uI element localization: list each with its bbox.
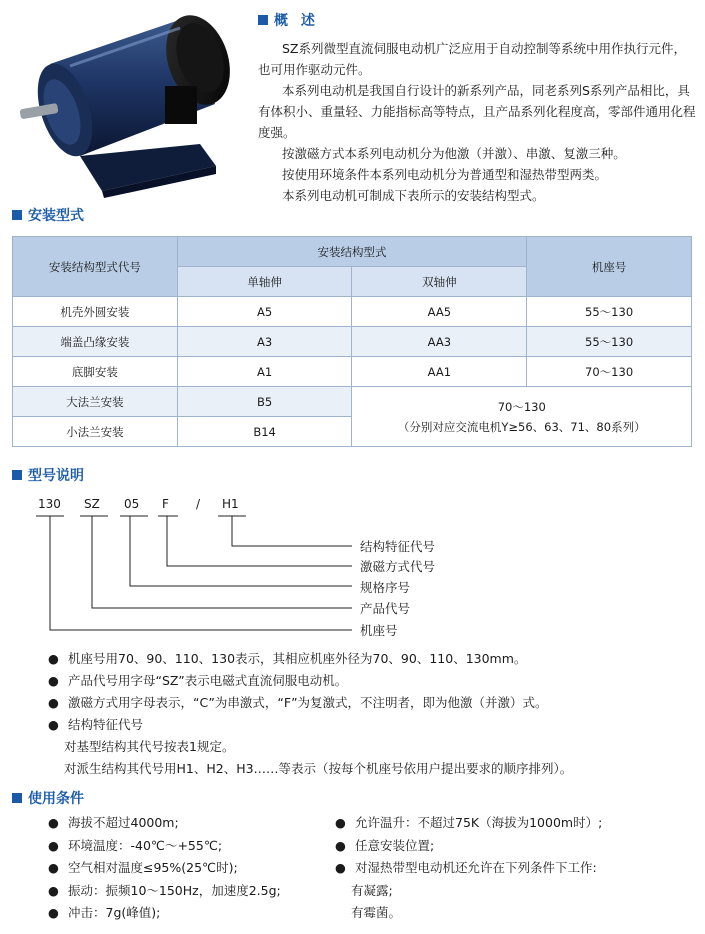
sub-line: 有霉菌。 — [351, 905, 402, 920]
sub-line: 有凝露; — [351, 882, 393, 898]
col-single-header: 单轴伸 — [177, 267, 352, 297]
cell-frame: 70～130 — [527, 357, 692, 387]
cell-single: A1 — [177, 357, 352, 387]
model-heading: 型号说明 — [12, 465, 84, 485]
code-slash: / — [196, 497, 201, 511]
cell-single: B5 — [177, 387, 352, 417]
list-item: ● 产品代号用字母“SZ”表示电磁式直流伺服电动机。 — [48, 670, 572, 692]
cell-name: 底脚安装 — [13, 357, 178, 387]
list-item: ● 冲击：7g(峰值); — [48, 902, 281, 925]
col-double-header: 双轴伸 — [352, 267, 527, 297]
list-item: ● 结构特征代号 — [48, 714, 572, 736]
merged-frame-note: （分别对应交流电机Y≥56、63、71、80系列） — [397, 419, 646, 434]
merged-frame-range: 70～130 — [497, 399, 546, 414]
overview-paragraph: 按使用环境条件本系列电动机分为普通型和湿热带型两类。 — [282, 167, 608, 182]
bullet-icon: ● — [48, 695, 59, 710]
label-spec: 规格序号 — [360, 580, 411, 595]
bullet-icon: ● — [48, 651, 59, 666]
list-item: ● 机座号用70、90、110、130表示，其相应机座外径为70、90、110、130mm。 — [48, 648, 572, 670]
bullet-icon: ● — [48, 815, 59, 830]
overview-paragraph: 本系列电动机可制成下表所示的安装结构型式。 — [282, 188, 545, 203]
cell-single: B14 — [177, 417, 352, 447]
bullet-icon: ● — [48, 882, 59, 898]
label-excitation: 激磁方式代号 — [360, 559, 436, 574]
cell-name: 小法兰安装 — [13, 417, 178, 447]
list-item: ● 海拔不超过4000m; — [48, 812, 281, 835]
label-structure: 结构特征代号 — [360, 539, 436, 554]
list-item: ● 允许温升：不超过75K（海拔为1000m时）; — [335, 812, 602, 835]
overview-paragraph: 本系列电动机是我国自行设计的新系列产品，同老系列S系列产品相比，具有体积小、重量轻、力能指标高等特点，且产品系列化程度高，零部件通用化程度强。 — [258, 83, 696, 140]
label-product: 产品代号 — [360, 601, 411, 616]
model-notes — [48, 648, 572, 780]
list-item: ● 环境温度：-40℃～+55℃; — [48, 835, 281, 858]
bullet-icon: ● — [335, 815, 346, 830]
bullet-icon: ● — [48, 860, 59, 875]
cell-single: A3 — [177, 327, 352, 357]
bullet-icon: ● — [335, 860, 346, 875]
code-excitation: F — [162, 497, 169, 511]
sub-line: 对派生结构其代号用H1、H2、H3……等表示（按每个机座号依用户提出要求的顺序排列）。 — [64, 761, 573, 776]
cell-single: A5 — [177, 297, 352, 327]
overview-paragraph: 按激磁方式本系列电动机分为他激（并激）、串激、复激三种。 — [282, 146, 626, 161]
bullet-icon: ● — [48, 673, 59, 688]
bullet-icon: ● — [48, 717, 59, 732]
code-frame: 130 — [38, 497, 61, 511]
cell-double: AA5 — [352, 297, 527, 327]
section-marker-icon — [12, 793, 22, 803]
list-item: ● 振动：振频10～150Hz，加速度2.5g; — [48, 880, 281, 903]
overview-paragraph: SZ系列微型直流伺服电动机广泛应用于自动控制等系统中用作执行元件，也可用作驱动元件。 — [258, 41, 686, 77]
conditions-heading: 使用条件 — [12, 788, 84, 808]
bullet-icon: ● — [48, 837, 59, 853]
code-structure: H1 — [222, 497, 239, 511]
code-product: SZ — [84, 497, 100, 511]
cell-name: 大法兰安装 — [13, 387, 178, 417]
bullet-icon: ● — [48, 905, 59, 920]
cell-frame: 55～130 — [527, 297, 692, 327]
cell-name: 端盖凸缘安装 — [13, 327, 178, 357]
code-spec: 05 — [124, 497, 140, 511]
cell-name: 机壳外圆安装 — [13, 297, 178, 327]
cell-double: AA3 — [352, 327, 527, 357]
cell-frame: 55～130 — [527, 327, 692, 357]
list-item: ● 任意安装位置; — [335, 835, 602, 858]
install-heading: 安装型式 — [12, 205, 84, 225]
list-item: ● 对湿热带型电动机还允许在下列条件下工作: — [335, 857, 602, 880]
conditions-right — [335, 812, 602, 925]
list-item: ● 空气相对温度≤95%(25℃时); — [48, 857, 281, 880]
bullet-icon: ● — [335, 837, 346, 853]
sub-line: 对基型结构其代号按表1规定。 — [64, 739, 235, 754]
col-frame-header: 机座号 — [527, 237, 692, 297]
list-item: ● 激磁方式用字母表示，“C”为串激式，“F”为复激式，不注明者，即为他激（并激）式。 — [48, 692, 572, 714]
cell-double: AA1 — [352, 357, 527, 387]
col-code-header: 安装结构型式代号 — [13, 237, 178, 297]
label-frame: 机座号 — [360, 623, 398, 638]
overview-heading: 概 述 — [258, 10, 319, 30]
col-group-header: 安装结构型式 — [177, 237, 526, 267]
conditions-left — [48, 812, 281, 925]
